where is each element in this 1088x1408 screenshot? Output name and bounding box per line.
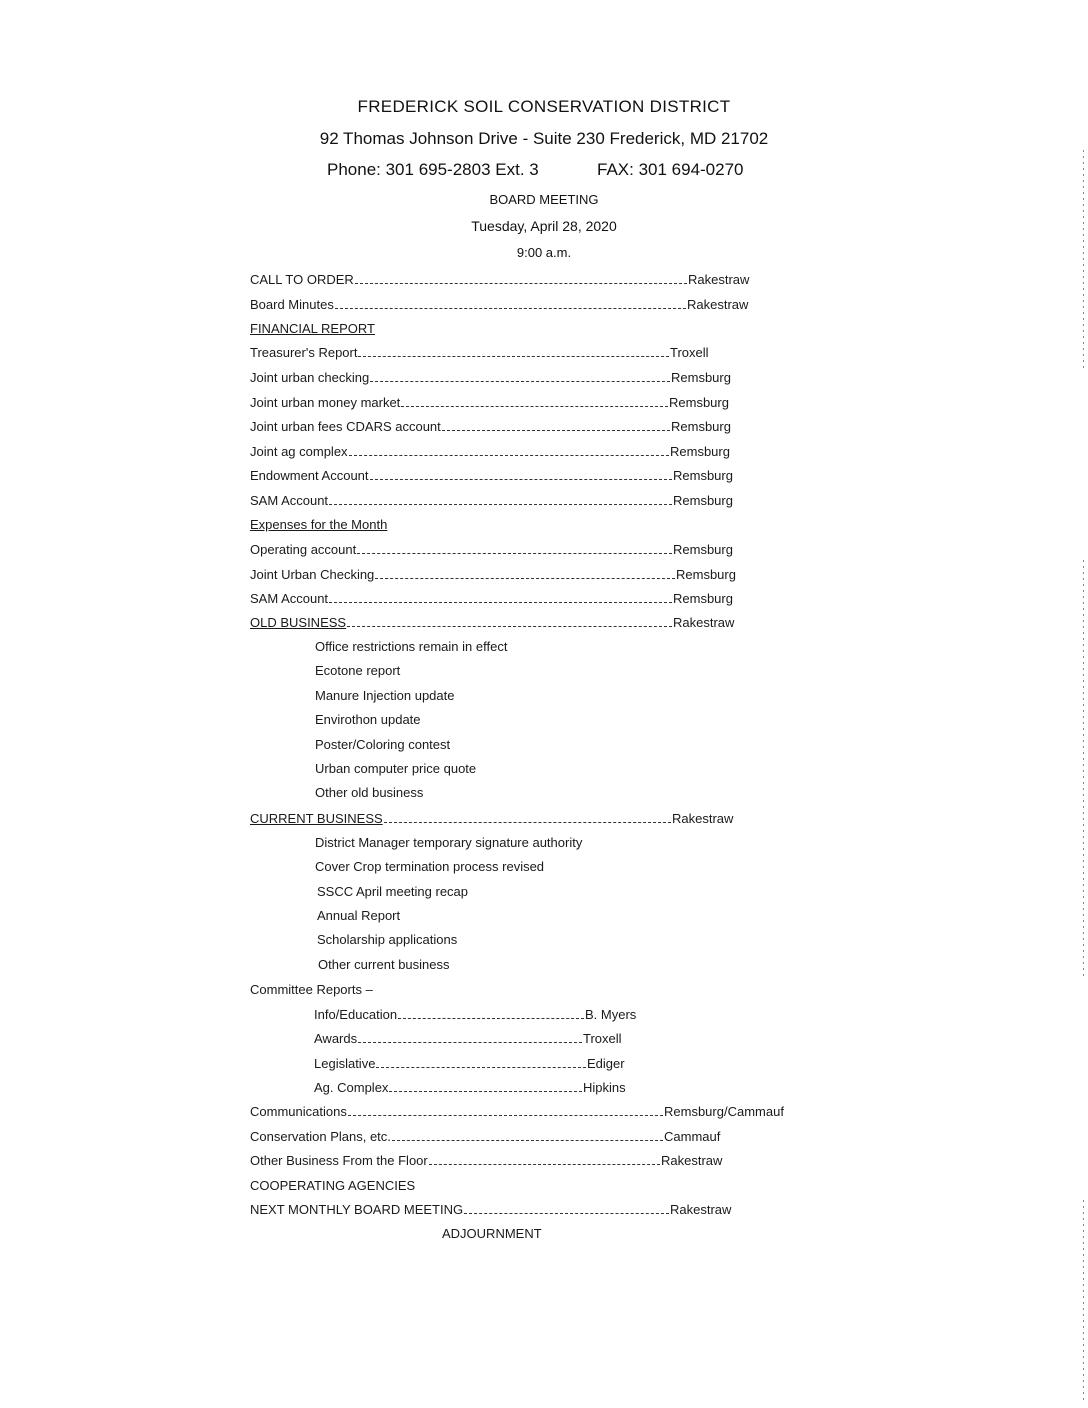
dot-leader — [389, 1091, 582, 1092]
dot-leader — [355, 283, 687, 284]
dot-leader — [376, 1067, 586, 1068]
current-business-item: District Manager temporary signature authority — [315, 835, 583, 850]
old-business-item: Office restrictions remain in effect — [315, 639, 508, 654]
meeting-title: BOARD MEETING — [489, 192, 599, 207]
dot-leader — [392, 1140, 663, 1141]
scan-artifact — [1083, 1200, 1084, 1400]
dot-leader — [335, 308, 686, 309]
dot-leader — [384, 822, 671, 823]
fax-number: FAX: 301 694-0270 — [597, 160, 744, 179]
current-business-item: Annual Report — [317, 908, 401, 923]
phone-number: Phone: 301 695-2803 Ext. 3 — [327, 160, 539, 179]
scan-artifact — [1083, 150, 1084, 370]
dot-leader — [464, 1213, 669, 1214]
dot-leader — [348, 1115, 663, 1116]
dot-leader — [358, 356, 669, 357]
current-business-item: Scholarship applications — [317, 932, 458, 947]
dot-leader — [429, 1164, 660, 1165]
dot-leader — [329, 602, 672, 603]
dot-leader — [442, 430, 670, 431]
dot-leader — [375, 578, 675, 579]
current-business-item: SSCC April meeting recap — [317, 884, 469, 899]
dot-leader — [349, 455, 669, 456]
old-business-item: Other old business — [315, 785, 424, 800]
meeting-date: Tuesday, April 28, 2020 — [471, 218, 617, 234]
agenda-page: FREDERICK SOIL CONSERVATION DISTRICT 92 Thomas Johnson Drive - Suite 230 Frederick, MD 21702 Phone: 301 695-2803 Ext. 3 FAX: 301 694-0270 BOARD MEETING Tuesday, April 28, 2020 9:00 a.m. CALL TO ORDER Rakestraw Board Minutes Rakestraw FINANCIAL REPORT Treasurer's Report Troxell Joint urban checking Remsburg Joint urban money market Remsburg Joint urban fees CDARS account Remsburg Joint ag complex Remsburg Endowment Account Remsburg SAM Account Remsburg Expenses for the Month Operating account Remsburg Joint Urban Checking Remsburg SAM Account Remsburg OLD BUSINESS Rakestraw Office restrictions remain in effect Ecotone report Manure Injection update Envirothon update Poster/Coloring contest Urban computer price quote Other old business CURRENT BUSINESS Rakestraw District Manager temporary signature authority Cover Crop termination process revised SSCC April meeting recap Annual Report Scholarship applications Other current business Committee Reports – Info/Education B. Myers Awards Troxell Legislative Ediger Ag. Complex Hipkins Communications Remsburg/Cammauf Conservation Plans, etc. Cammauf Other Business From the Floor Rakestraw COOPERATING AGENCIES NEXT MONTHLY BOARD MEETING Rakestraw ADJOURNMENT — [0, 0, 1088, 1408]
old-business-item: Envirothon update — [315, 712, 421, 727]
dot-leader — [370, 479, 672, 480]
old-business-item: Ecotone report — [315, 663, 401, 678]
dot-leader — [398, 1018, 584, 1019]
adjournment: ADJOURNMENT — [442, 1226, 542, 1241]
dot-leader — [358, 1042, 582, 1043]
org-name: FREDERICK SOIL CONSERVATION DISTRICT — [357, 97, 731, 116]
dot-leader — [370, 381, 670, 382]
old-business-item: Urban computer price quote — [315, 761, 477, 776]
current-business-item: Cover Crop termination process revised — [315, 859, 545, 874]
dot-leader — [347, 626, 672, 627]
dot-leader — [329, 504, 672, 505]
agenda-row-call-to-order: CALL TO ORDER Rakestraw — [250, 272, 750, 287]
dot-leader — [357, 553, 672, 554]
dot-leader — [401, 406, 668, 407]
old-business-item: Poster/Coloring contest — [315, 737, 451, 752]
org-address: 92 Thomas Johnson Drive - Suite 230 Frederick, MD 21702 — [319, 129, 769, 148]
scan-artifact — [1083, 560, 1084, 980]
old-business-item: Manure Injection update — [315, 688, 455, 703]
meeting-time: 9:00 a.m. — [516, 245, 572, 260]
current-business-item: Other current business — [318, 957, 450, 972]
